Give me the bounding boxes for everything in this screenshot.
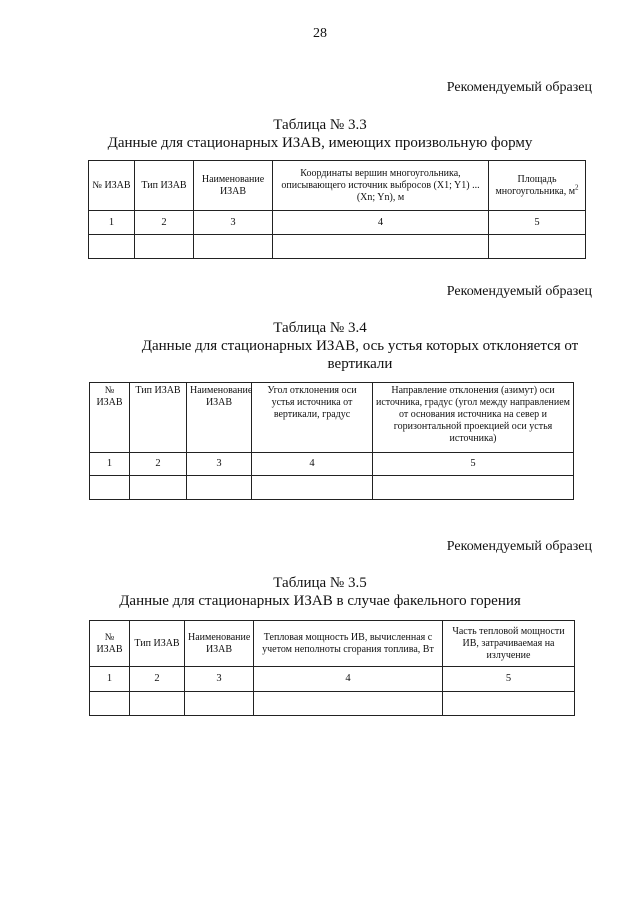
table-number: Таблица № 3.5 [273, 575, 367, 591]
header-cell: № ИЗАВ [90, 383, 130, 453]
column-number-cell: 3 [185, 667, 254, 692]
header-cell: Часть тепловой мощности ИВ, затрачиваемая на излучение [443, 621, 575, 667]
page-number: 28 [313, 26, 327, 41]
table-number: Таблица № 3.4 [273, 320, 367, 336]
empty-cell [89, 235, 135, 259]
table-3-5 [89, 620, 575, 716]
table-3-3 [88, 160, 586, 259]
table-3-4 [89, 382, 574, 500]
header-cell: Тип ИЗАВ [130, 621, 185, 667]
empty-cell [373, 476, 574, 500]
recommended-sample-label: Рекомендуемый образец [446, 284, 592, 299]
empty-cell [254, 692, 443, 716]
header-cell: Тип ИЗАВ [130, 383, 187, 453]
empty-cell [273, 235, 489, 259]
table-caption: Данные для стационарных ИЗАВ в случае факельного горения [119, 593, 521, 609]
empty-cell [185, 692, 254, 716]
column-number-cell: 3 [194, 211, 273, 235]
empty-data-row [90, 476, 574, 500]
header-cell: Тепловая мощность ИВ, вычисленная с учетом неполноты сгорания топлива, Вт [254, 621, 443, 667]
column-number-cell: 2 [135, 211, 194, 235]
empty-cell [90, 476, 130, 500]
table-caption: Данные для стационарных ИЗАВ, имеющих произвольную форму [107, 135, 533, 151]
column-number-row [90, 667, 575, 692]
header-cell: Тип ИЗАВ [135, 161, 194, 211]
column-number-cell: 4 [254, 667, 443, 692]
empty-cell [443, 692, 575, 716]
column-number-cell: 5 [373, 453, 574, 476]
header-cell: № ИЗАВ [89, 161, 135, 211]
header-cell: Направление отклонения (азимут) оси источника, градус (угол между направлением от основания источника на север и горизонтальной проекцией оси устья источника) [373, 383, 574, 453]
empty-cell [130, 476, 187, 500]
column-number-cell: 4 [252, 453, 373, 476]
table-number: Таблица № 3.3 [273, 117, 367, 133]
empty-data-row [89, 235, 586, 259]
column-number-cell: 5 [489, 211, 586, 235]
table-caption: Данные для стационарных ИЗАВ, ось устья которых отклоняется от вертикали [141, 338, 579, 372]
column-number-cell: 2 [130, 453, 187, 476]
header-cell: Наименование ИЗАВ [194, 161, 273, 211]
header-row [90, 383, 574, 453]
column-number-cell: 3 [187, 453, 252, 476]
header-row [89, 161, 586, 211]
column-number-row [89, 211, 586, 235]
empty-cell [194, 235, 273, 259]
header-cell: Наименование ИЗАВ [187, 383, 252, 453]
column-number-row [90, 453, 574, 476]
empty-cell [90, 692, 130, 716]
empty-cell [489, 235, 586, 259]
header-row [90, 621, 575, 667]
empty-data-row [90, 692, 575, 716]
header-cell: Наименование ИЗАВ [185, 621, 254, 667]
column-number-cell: 1 [90, 667, 130, 692]
column-number-cell: 1 [90, 453, 130, 476]
header-cell: Координаты вершин многоугольника, описывающего источник выбросов (X1; Y1) ... (Xn; Yn), м [273, 161, 489, 211]
empty-cell [130, 692, 185, 716]
column-number-cell: 5 [443, 667, 575, 692]
recommended-sample-label: Рекомендуемый образец [446, 539, 592, 554]
recommended-sample-label: Рекомендуемый образец [446, 80, 592, 95]
column-number-cell: 1 [89, 211, 135, 235]
column-number-cell: 4 [273, 211, 489, 235]
header-cell: № ИЗАВ [90, 621, 130, 667]
empty-cell [135, 235, 194, 259]
header-cell: Угол отклонения оси устья источника от вертикали, градус [252, 383, 373, 453]
empty-cell [187, 476, 252, 500]
header-cell: Площадь многоугольника, $м^2$ [489, 161, 586, 211]
column-number-cell: 2 [130, 667, 185, 692]
empty-cell [252, 476, 373, 500]
